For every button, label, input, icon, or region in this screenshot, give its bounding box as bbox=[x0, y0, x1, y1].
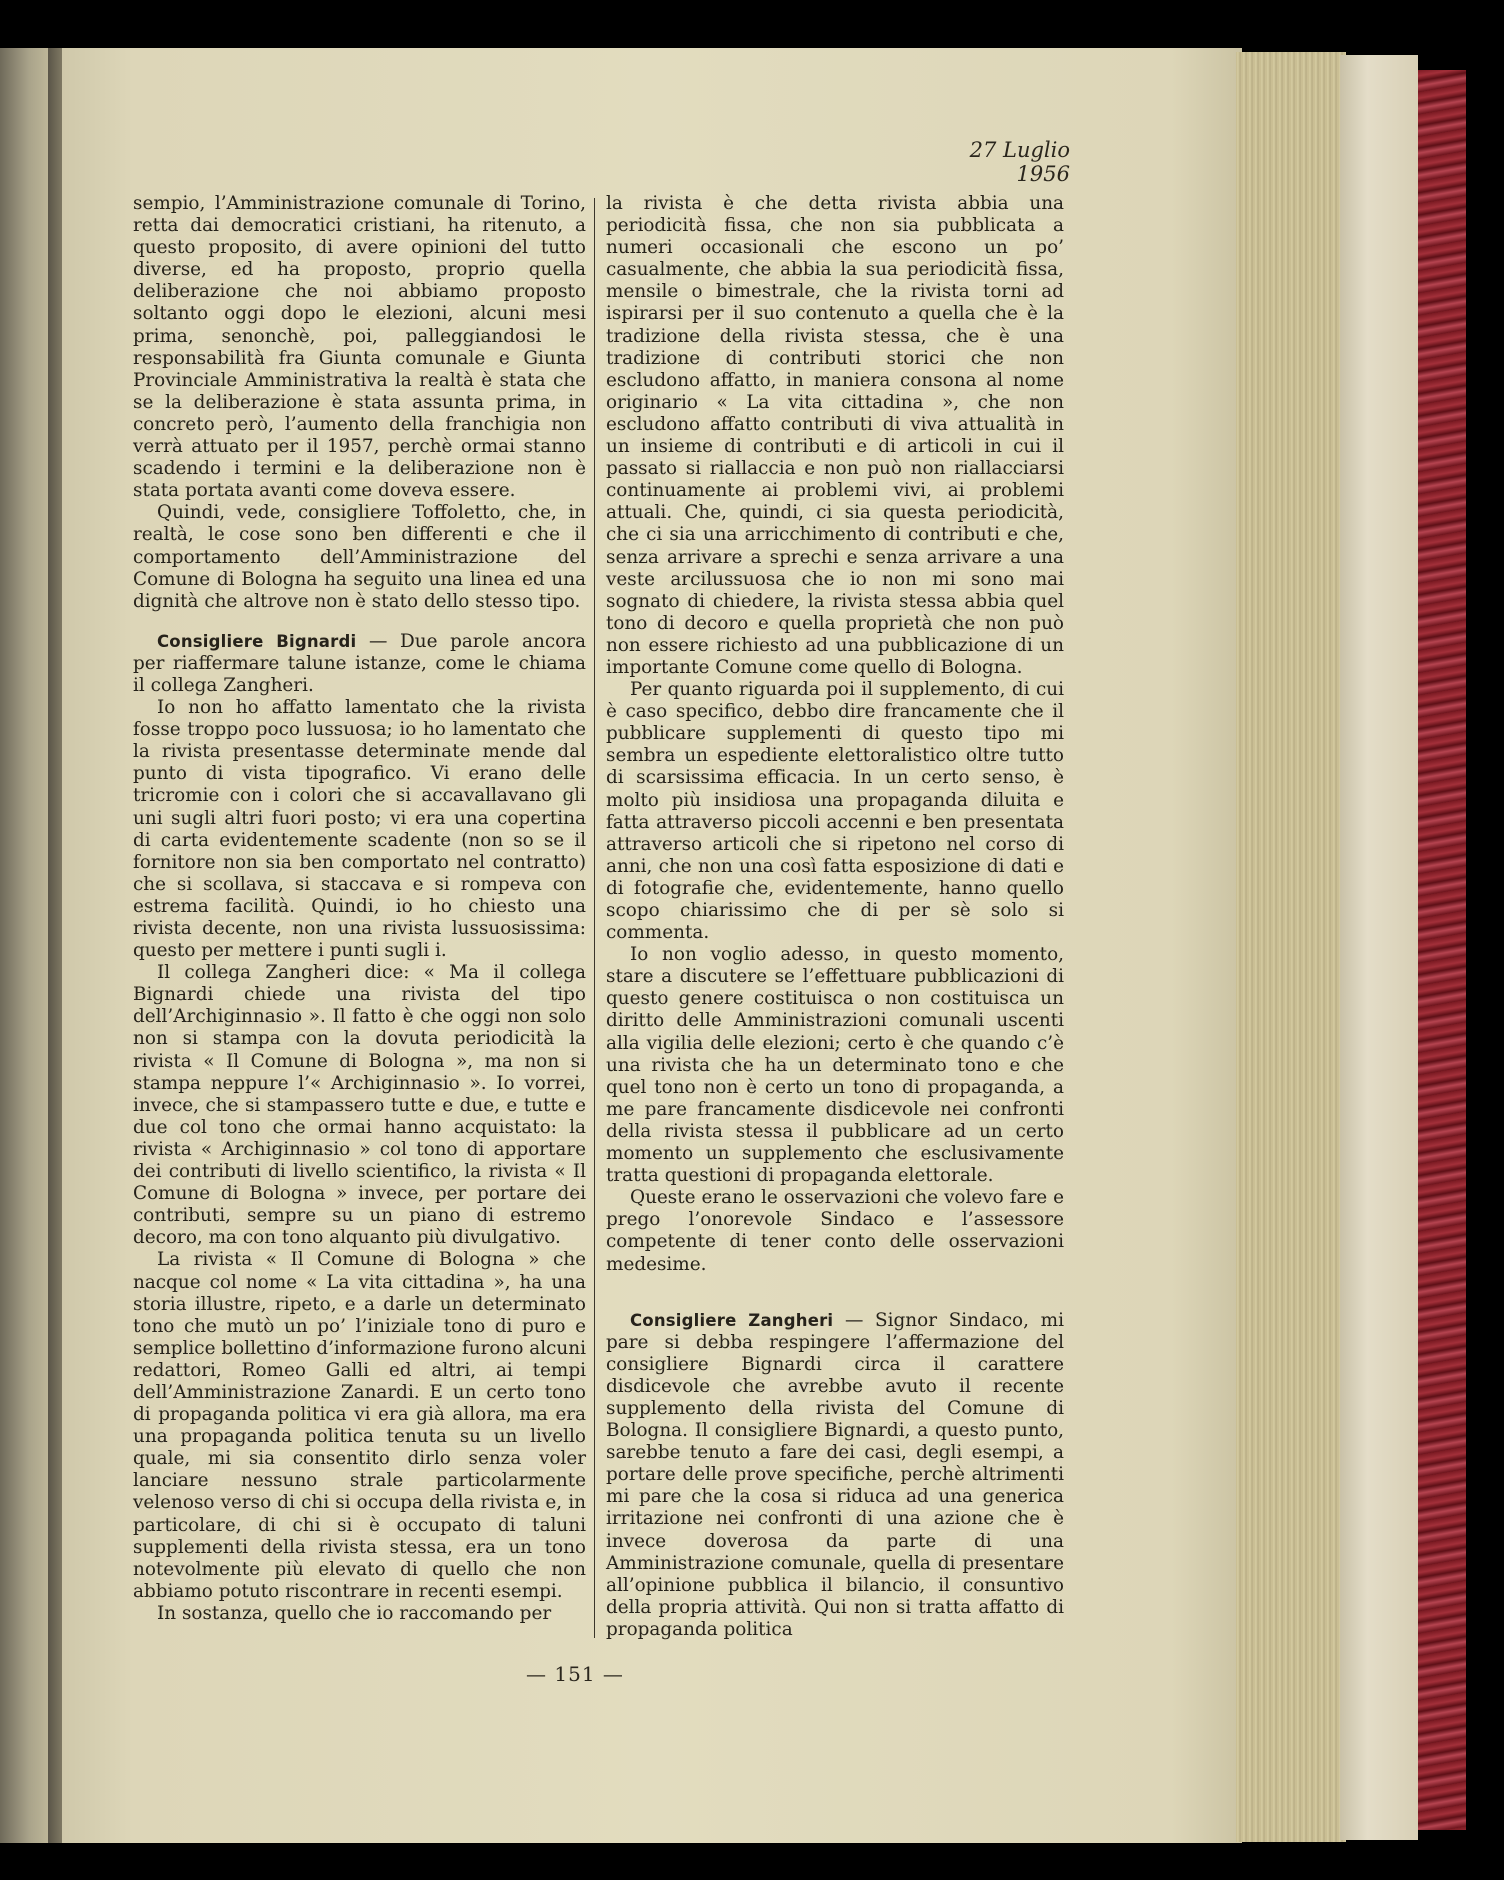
paragraph: la rivista è che detta rivista abbia una periodicità fissa, che non sia pubblicata a numeri occasionali che escono un po’ casualmente, che abbia la sua periodicità fissa, mensile o bimestrale, che la rivista torni ad ispirarsi per il suo contenuto a quella che è la tradizione della rivista stessa, che è una tradizione di contributi storici che non escludono affatto, in maniera consona al nome originario « La vita cittadina », che non escludono affatto contributi di viva attualità in un insieme di contributi e di articoli in cui il passato si riallaccia e non può non riallacciarsi continuamente ai problemi vivi, ai problemi attuali. Che, quindi, ci sia questa periodicità, che ci sia una arricchimento di contributi e che, senza arrivare a sprechi e senza arrivare a una veste arcilussuosa che io non mi sono mai sognato di chiedere, la rivista stessa abbia quel tono di decoro e quella proprietà che non può non essere richiesto ad una pubblicazione di un importante Comune come quello di Bologna. bbox=[606, 193, 1064, 678]
paragraph: In sostanza, quello che io raccomando per bbox=[157, 1602, 552, 1624]
page-number: — 151 — bbox=[526, 1662, 624, 1686]
paragraph: Il collega Zangheri dice: « Ma il collega Bignardi chiede una rivista del tipo dell’Archiginnasio ». Il fatto è che oggi non solo non si stampa con la dovuta periodicità la rivista « Il Comune di Bologna », ma non si stampa neppure l’« Archiginnasio ». Io vorrei, invece, che si stampassero tutte e due, e tutte e due col tono che ormai hanno acquistato: la rivista « Archiginnasio » col tono di apportare dei contributi di livello scientifico, la rivista « Il Comune di Bologna » invece, per portare dei contributi, sempre su un piano di estremo decoro, ma con tono alquanto più divulgativo. bbox=[133, 962, 586, 1249]
paragraph: La rivista « Il Comune di Bologna » che nacque col nome « La vita cittadina », ha una storia illustre, ripeto, e a darle un determinato tono che mutò un po’ l’iniziale tono di puro e semplice bollettino d’informazione furono alcuni redattori, Romeo Galli ed altri, ai tempi dell’Amministrazione Zanardi. E un certo tono di propaganda politica vi era già allora, ma era una propaganda politica tenuta su un livello quale, mi sia consentito dirlo senza voler lanciare nessuno strale particolarmente velenoso verso di chi si occupa della rivista e, in particolare, di chi si è occupato di taluni supplementi della rivista stessa, era un tono notevolmente più elevato di quello che non abbiamo potuto riscontrare in recenti esempi. bbox=[133, 1249, 586, 1602]
speaker-name: Consigliere Zangheri bbox=[630, 1310, 834, 1330]
paragraph: Consigliere Bignardi — Due parole ancora per riaffermare talune istanze, come le chiama il collega Zangheri. bbox=[133, 630, 586, 696]
book-cover-edge bbox=[1340, 55, 1418, 1840]
right-column bbox=[606, 193, 1064, 1641]
page-stack-edges bbox=[1236, 52, 1346, 1842]
paragraph: Per quanto riguarda poi il supplemento, di cui è caso specifico, debbo dire francamente che il pubblicare supplementi di questo tipo mi sembra un espediente elettoralistico oltre tutto di scarsissima efficacia. In un certo senso, è molto più insidiosa una propaganda diluita e fatta attraverso piccoli accenni e ben presentata attraverso articoli che si ripetono nel corso di anni, che non una così fatta esposizione di dati e di fotografie che, evidentemente, hanno quello scopo chiarissimo che di per sè solo si commenta. bbox=[606, 679, 1064, 944]
book-spine bbox=[1418, 70, 1466, 1830]
paragraph: Quindi, vede, consigliere Toffoletto, che, in realtà, le cose sono ben differenti e che il comportamento dell’Amministrazione del Comune di Bologna ha seguito una linea ed una dignità che altrove non è stato dello stesso tipo. bbox=[133, 502, 586, 612]
speaker-name: Consigliere Bignardi bbox=[157, 631, 357, 651]
column-divider bbox=[594, 198, 595, 1638]
page-date: 27 Luglio 1956 bbox=[969, 138, 1070, 186]
paragraph: Io non ho affatto lamentato che la rivista fosse troppo poco lussuosa; io ho lamentato che la rivista presentasse determinate mende dal punto di vista tipografico. Vi erano delle tricromie con i colori che si accavallavano gli uni sugli altri fuori posto; vi era una copertina di carta evidentemente scadente (non so se il fornitore non sia ben comportato nel contratto) che si scollava, si staccava e si rompeva con estrema facilità. Quindi, io ho chiesto una rivista decente, non una rivista lussuosissima: questo per mettere i punti sugli i. bbox=[133, 697, 586, 962]
left-column bbox=[133, 193, 586, 1625]
paragraph: Queste erano le osservazioni che volevo fare e prego l’onorevole Sindaco e l’assessore competente di tener conto delle osservazioni medesime. bbox=[606, 1187, 1064, 1275]
paragraph: Consigliere Zangheri — Signor Sindaco, mi pare si debba respingere l’affermazione del consigliere Bignardi circa il carattere disdicevole che avrebbe avuto il recente supplemento della rivista del Comune di Bologna. Il consigliere Bignardi, a questo punto, sarebbe tenuto a fare dei casi, degli esempi, a portare delle prove specifiche, perchè altrimenti mi pare che la cosa si riduca ad una generica irritazione nei confronti di una azione che è invece doverosa da parte di una Amministrazione comunale, quella di presentare all’opinione pubblica il bilancio, il consuntivo della propria attività. Qui non si tratta affatto di propaganda politica bbox=[606, 1309, 1064, 1640]
paragraph: Io non voglio adesso, in questo momento, stare a discutere se l’effettuare pubblicazioni di questo genere costituisca o non costituisca un diritto delle Amministrazioni comunali uscenti alla vigilia delle elezioni; certo è che quando c’è una rivista che ha un determinato tono e che quel tono non è certo un tono di propaganda, a me pare francamente disdicevole nei confronti della rivista stessa il pubblicare ad un certo momento un supplemento che esclusivamente tratta questioni di propaganda elettorale. bbox=[606, 944, 1064, 1187]
paragraph: sempio, l’Amministrazione comunale di Torino, retta dai democratici cristiani, ha ritenuto, a questo proposito, di avere opinioni del tutto diverse, ed ha proposto, proprio quella deliberazione che noi abbiamo proposto soltanto oggi dopo le elezioni, alcuni mesi prima, senonchè, poi, palleggiandosi le responsabilità fra Giunta comunale e Giunta Provinciale Amministrativa la realtà è stata che se la deliberazione è stata assunta prima, in concreto però, l’aumento della franchigia non verrà attuato per il 1957, perchè ormai stanno scadendo i termini e la deliberazione non è stata portata avanti come doveva essere. bbox=[133, 193, 586, 502]
